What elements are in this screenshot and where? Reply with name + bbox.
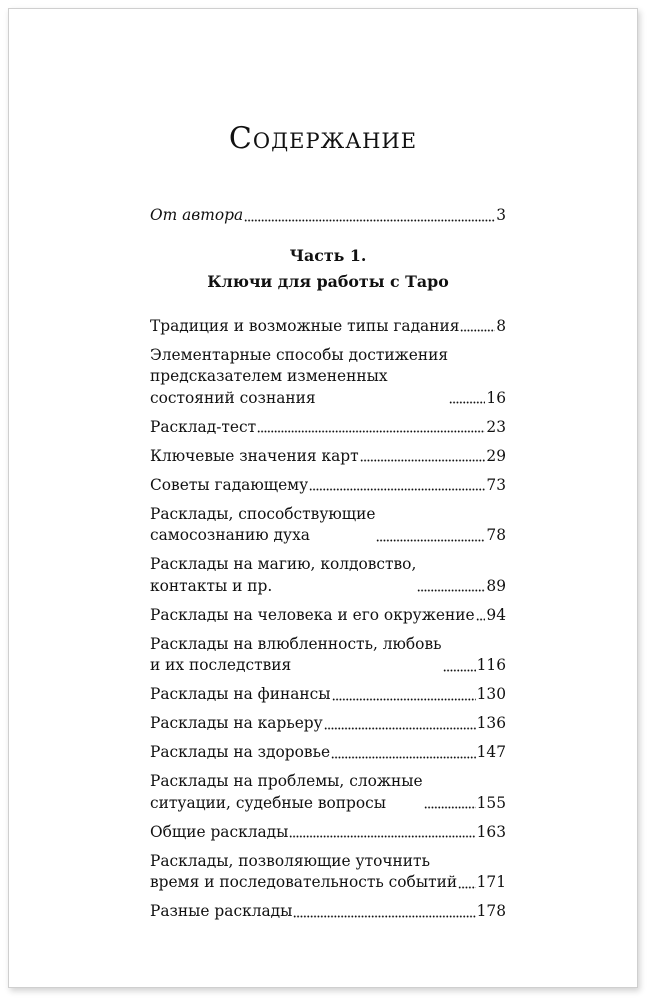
toc-entry-title: Общие расклады xyxy=(150,822,289,841)
toc-entry[interactable] xyxy=(150,475,506,497)
toc-entry[interactable] xyxy=(150,851,506,894)
part-title: Ключи для работы с Таро xyxy=(207,271,449,291)
dot-leader xyxy=(460,318,495,332)
toc-page-number: 3 xyxy=(496,206,506,224)
dot-leader xyxy=(257,419,485,433)
toc-entry-title: Традиция и возможные типы гадания xyxy=(150,316,460,335)
dot-leader xyxy=(332,687,476,701)
part-heading xyxy=(150,243,506,295)
toc-entry[interactable] xyxy=(150,417,506,439)
toc-page-number: 130 xyxy=(476,685,506,703)
toc-entry-title: Расклады, позволяющие уточнить время и последовательность событий xyxy=(150,851,458,891)
toc-entry-title: Расклады на влюбленность, любовь и их последствия xyxy=(150,634,442,674)
dot-leader xyxy=(244,208,495,222)
dot-leader xyxy=(289,824,475,838)
toc-page-number: 178 xyxy=(476,902,506,920)
toc-entry-title: Расклады на карьеру xyxy=(150,714,323,732)
toc-entry[interactable] xyxy=(150,504,506,547)
dot-leader xyxy=(331,745,476,759)
toc-entry[interactable] xyxy=(150,901,506,923)
dot-leader xyxy=(376,528,485,542)
toc-entry-title: Разные расклады xyxy=(150,902,293,920)
dot-leader xyxy=(476,607,486,621)
toc-entry[interactable] xyxy=(150,446,506,468)
dot-leader xyxy=(293,904,475,918)
toc-entry-title: Расклады, способствующие самосознанию духа xyxy=(150,504,376,544)
toc-entry-title: Расклады на финансы xyxy=(150,685,331,703)
toc-entry-title: Расклады на здоровье xyxy=(150,743,331,761)
toc-page-number: 8 xyxy=(496,316,506,335)
dot-leader xyxy=(324,716,476,730)
book-page xyxy=(8,8,638,988)
toc-page-number: 171 xyxy=(476,873,506,891)
toc-page-number: 163 xyxy=(476,822,506,841)
toc-entry[interactable] xyxy=(150,316,506,338)
toc-page-number: 29 xyxy=(486,446,506,465)
toc-entry[interactable] xyxy=(150,822,506,844)
table-of-contents xyxy=(150,205,506,930)
toc-page-number: 147 xyxy=(476,743,506,761)
toc-entry-title: Ключевые значения карт xyxy=(150,446,359,465)
toc-page-number: 89 xyxy=(486,576,506,595)
dot-leader xyxy=(449,390,485,404)
toc-entry-title: Расклад-тест xyxy=(150,417,257,436)
toc-page-number: 73 xyxy=(486,475,506,494)
toc-page-number: 94 xyxy=(486,605,506,624)
toc-page-number: 116 xyxy=(476,656,506,674)
toc-entry[interactable] xyxy=(150,554,506,597)
toc-entry-list xyxy=(150,316,506,923)
toc-entry[interactable] xyxy=(150,684,506,706)
toc-entry-title: Расклады на магию, колдовство, контакты и пр. xyxy=(150,555,417,595)
toc-page-number: 155 xyxy=(476,793,506,812)
dot-leader xyxy=(458,875,476,889)
toc-entry-title: От автора xyxy=(150,206,244,224)
toc-page-number: 136 xyxy=(476,714,506,732)
toc-page-number: 16 xyxy=(486,388,506,407)
toc-entry-title: Расклады на проблемы, сложные ситуации, судебные вопросы xyxy=(150,772,423,812)
dot-leader xyxy=(360,448,486,462)
dot-leader xyxy=(309,477,485,491)
toc-entry-title: Расклады на человека и его окружение xyxy=(150,605,475,624)
toc-page-number: 23 xyxy=(486,417,506,436)
dot-leader xyxy=(424,795,476,809)
toc-page-number: 78 xyxy=(486,526,506,544)
dot-leader xyxy=(443,658,476,672)
toc-entry[interactable] xyxy=(150,771,506,814)
page-title: Содержание xyxy=(228,121,418,156)
toc-entry-title: Советы гадающему xyxy=(150,475,309,494)
toc-entry[interactable] xyxy=(150,713,506,735)
toc-entry[interactable] xyxy=(150,742,506,764)
toc-entry[interactable] xyxy=(150,605,506,627)
toc-entry-intro[interactable] xyxy=(150,205,506,227)
toc-entry-title: Элементарные способы достижения предсказателем измененных состояний сознания xyxy=(150,345,449,407)
toc-entry[interactable] xyxy=(150,345,506,410)
part-number: Часть 1. xyxy=(289,245,367,265)
dot-leader xyxy=(417,578,485,592)
toc-entry[interactable] xyxy=(150,634,506,677)
